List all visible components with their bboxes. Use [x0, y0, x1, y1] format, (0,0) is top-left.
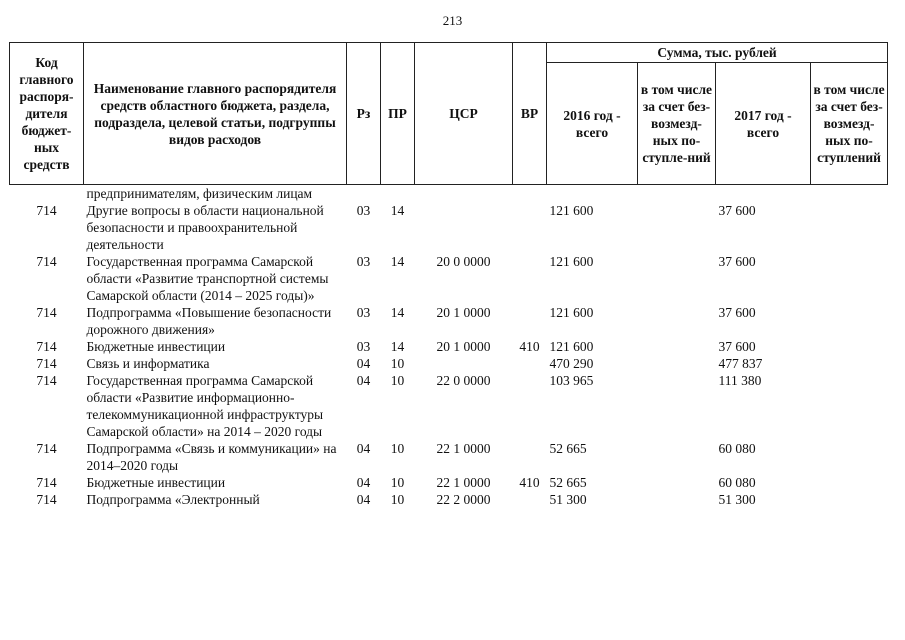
row-code: 714 — [36, 373, 57, 388]
table-row — [10, 355, 888, 372]
row-pr: 14 — [390, 339, 405, 354]
row-2016-grants — [638, 338, 716, 355]
row-csr — [415, 355, 513, 372]
row-2016-grants — [638, 474, 716, 491]
row-name: Подпрограмма «Связь и коммуникации» на 2014–2020 годы — [86, 441, 337, 473]
row-code: 714 — [36, 254, 57, 269]
row-2017-grants — [811, 440, 888, 474]
row-name: Подпрограмма «Электронный — [86, 492, 260, 507]
table-row — [10, 491, 888, 508]
row-rz: 03 — [356, 203, 371, 218]
row-vr — [513, 440, 547, 474]
table-row — [10, 304, 888, 338]
row-vr — [513, 491, 547, 508]
row-2016-grants — [638, 253, 716, 304]
row-name: Бюджетные инвестиции — [86, 339, 226, 354]
row-2017-total — [716, 185, 811, 203]
row-2016-total: 121 600 — [549, 305, 594, 320]
header-sum-group: Сумма, тыс. рублей — [547, 43, 888, 63]
row-code — [10, 185, 84, 203]
row-2016-grants — [638, 372, 716, 440]
row-code: 714 — [36, 203, 57, 218]
row-csr: 20 1 0000 — [436, 339, 491, 354]
row-name: Другие вопросы в области национальной безопасности и правоохранительной деятельности — [86, 203, 324, 252]
row-2017-grants — [811, 253, 888, 304]
table-row — [10, 185, 888, 203]
header-2016-grants: в том числе за счет без-возмезд-ных по-ступле-ний — [638, 63, 716, 185]
row-pr: 14 — [390, 305, 405, 320]
budget-table — [9, 42, 888, 508]
row-2017-grants — [811, 474, 888, 491]
header-2016-total: 2016 год - всего — [547, 63, 638, 185]
row-csr — [415, 185, 513, 203]
row-2016-total: 470 290 — [549, 356, 594, 371]
row-code: 714 — [36, 492, 57, 507]
row-2016-total: 121 600 — [549, 254, 594, 269]
table-row — [10, 474, 888, 491]
row-2016-total: 52 665 — [549, 441, 587, 456]
header-2017-total: 2017 год - всего — [716, 63, 811, 185]
row-vr — [513, 202, 547, 253]
row-pr: 10 — [390, 441, 405, 456]
row-csr: 20 0 0000 — [436, 254, 491, 269]
row-2017-grants — [811, 338, 888, 355]
row-2017-grants — [811, 372, 888, 440]
row-2016-total: 51 300 — [549, 492, 587, 507]
row-2017-total: 37 600 — [718, 305, 756, 320]
row-rz: 04 — [356, 475, 371, 490]
header-vr: ВР — [513, 43, 547, 185]
row-2017-total: 37 600 — [718, 339, 756, 354]
row-pr: 10 — [390, 373, 405, 388]
row-csr — [415, 202, 513, 253]
row-pr: 10 — [390, 492, 405, 507]
row-2017-total: 477 837 — [718, 356, 763, 371]
row-rz: 04 — [356, 492, 371, 507]
row-rz: 03 — [356, 254, 371, 269]
table-row — [10, 253, 888, 304]
row-2016-total: 121 600 — [549, 339, 594, 354]
row-name: Государственная программа Самарской области «Развитие информационно-телекоммуникационной инфраструктуры Самарской области» на 2014 – 2020 годы — [86, 373, 324, 439]
row-rz: 04 — [356, 441, 371, 456]
row-2017-total: 60 080 — [718, 441, 756, 456]
row-code: 714 — [36, 475, 57, 490]
row-2017-total: 111 380 — [718, 373, 762, 388]
table-body — [10, 185, 888, 509]
table-row — [10, 338, 888, 355]
row-rz: 04 — [356, 373, 371, 388]
page-number: 213 — [442, 13, 463, 28]
row-rz: 04 — [356, 356, 371, 371]
row-rz: 03 — [356, 339, 371, 354]
row-pr: 10 — [390, 356, 405, 371]
row-name: Бюджетные инвестиции — [86, 475, 226, 490]
row-csr: 22 1 0000 — [436, 475, 491, 490]
row-2017-total: 60 080 — [718, 475, 756, 490]
row-name: предпринимателям, физическим лицам — [86, 186, 313, 201]
header-code: Код главного распоря-дителя бюджет-ных средств — [10, 43, 84, 185]
row-code: 714 — [36, 339, 57, 354]
row-2017-total: 51 300 — [718, 492, 756, 507]
row-2016-grants — [638, 202, 716, 253]
row-vr — [513, 304, 547, 338]
row-rz: 03 — [356, 305, 371, 320]
row-name: Подпрограмма «Повышение безопасности дорожного движения» — [86, 305, 332, 337]
row-vr — [513, 355, 547, 372]
header-pr: ПР — [381, 43, 415, 185]
header-rz: Рз — [347, 43, 381, 185]
row-2016-grants — [638, 440, 716, 474]
row-2017-total: 37 600 — [718, 203, 756, 218]
row-vr — [513, 372, 547, 440]
row-2017-grants — [811, 355, 888, 372]
row-csr: 22 1 0000 — [436, 441, 491, 456]
row-2016-grants — [638, 304, 716, 338]
row-pr — [381, 185, 415, 203]
row-pr: 14 — [390, 254, 405, 269]
row-code: 714 — [36, 305, 57, 320]
row-csr: 20 1 0000 — [436, 305, 491, 320]
table-header — [10, 43, 888, 185]
table-row — [10, 440, 888, 474]
row-vr — [513, 253, 547, 304]
row-code: 714 — [36, 356, 57, 371]
row-vr: 410 — [519, 339, 540, 354]
row-2017-grants — [811, 304, 888, 338]
row-2016-grants — [638, 185, 716, 203]
header-2017-grants: в том числе за счет без-возмезд-ных по-ступлений — [811, 63, 888, 185]
row-2017-total: 37 600 — [718, 254, 756, 269]
row-rz — [347, 185, 381, 203]
row-2017-grants — [811, 491, 888, 508]
table-row — [10, 372, 888, 440]
row-2017-grants — [811, 202, 888, 253]
row-2016-total: 121 600 — [549, 203, 594, 218]
row-2017-grants — [811, 185, 888, 203]
header-csr: ЦСР — [415, 43, 513, 185]
row-2016-total: 52 665 — [549, 475, 587, 490]
row-vr — [513, 185, 547, 203]
row-pr: 10 — [390, 475, 405, 490]
row-vr: 410 — [519, 475, 540, 490]
row-2016-grants — [638, 491, 716, 508]
row-2016-total — [547, 185, 638, 203]
row-name: Связь и информатика — [86, 356, 210, 371]
row-name: Государственная программа Самарской области «Развитие транспортной системы Самарской области (2014 – 2025 годы)» — [86, 254, 329, 303]
row-2016-grants — [638, 355, 716, 372]
row-pr: 14 — [390, 203, 405, 218]
row-2016-total: 103 965 — [549, 373, 594, 388]
row-csr: 22 0 0000 — [436, 373, 491, 388]
header-name: Наименование главного распорядителя средств областного бюджета, раздела, подраздела, целевой статьи, подгруппы видов расходов — [84, 43, 347, 185]
row-code: 714 — [36, 441, 57, 456]
table-row — [10, 202, 888, 253]
row-csr: 22 2 0000 — [436, 492, 491, 507]
